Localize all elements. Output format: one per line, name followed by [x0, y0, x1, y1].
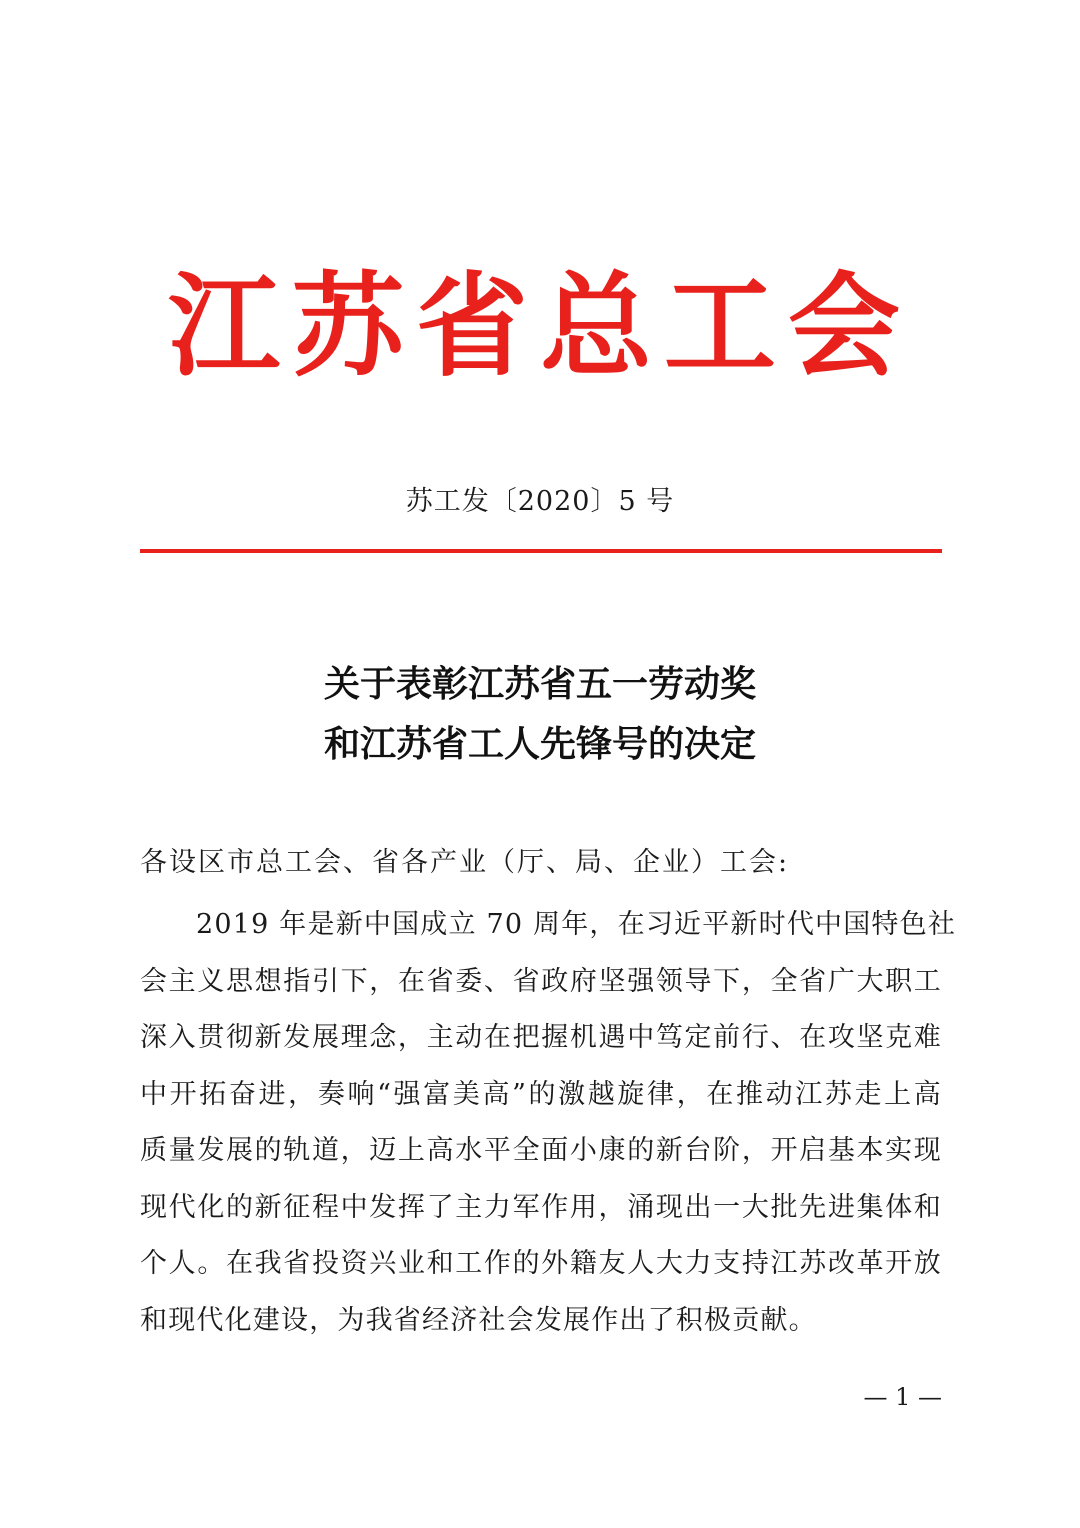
title-line-2: 和江苏省工人先锋号的决定: [323, 723, 756, 765]
body-line: 2019 年是新中国成立 70 周年，在习近平新时代中国特色社: [196, 909, 957, 940]
body-line: 和现代化建设，为我省经济社会发展作出了积极贡献。: [140, 1304, 817, 1336]
body-paragraph: [140, 897, 957, 1349]
red-divider-line: [140, 549, 942, 553]
salutation: 各设区市总工会、省各产业（厅、局、企业）工会:: [140, 847, 790, 878]
document-title: [0, 654, 1080, 774]
body-line: 个人。在我省投资兴业和工作的外籍友人大力支持江苏改革开放: [140, 1248, 942, 1279]
body-line: 会主义思想指引下，在省委、省政府坚强领导下，全省广大职工: [140, 965, 942, 997]
page-number: — 1 —: [863, 1383, 942, 1411]
body-line: 中开拓奋进，奏响“强富美高”的激越旋律，在推动江苏走上高: [140, 1078, 942, 1110]
organization-header: 江苏省总工会: [168, 261, 912, 392]
body-line: 现代化的新征程中发挥了主力军作用，涌现出一大批先进集体和: [140, 1191, 942, 1223]
body-line: 深入贯彻新发展理念，主动在把握机遇中笃定前行、在攻坚克难: [140, 1022, 942, 1053]
document-number: 苏工发〔2020〕5 号: [405, 486, 675, 517]
body-line: 质量发展的轨道，迈上高水平全面小康的新台阶，开启基本实现: [140, 1135, 942, 1166]
title-line-1: 关于表彰江苏省五一劳动奖: [323, 663, 756, 705]
